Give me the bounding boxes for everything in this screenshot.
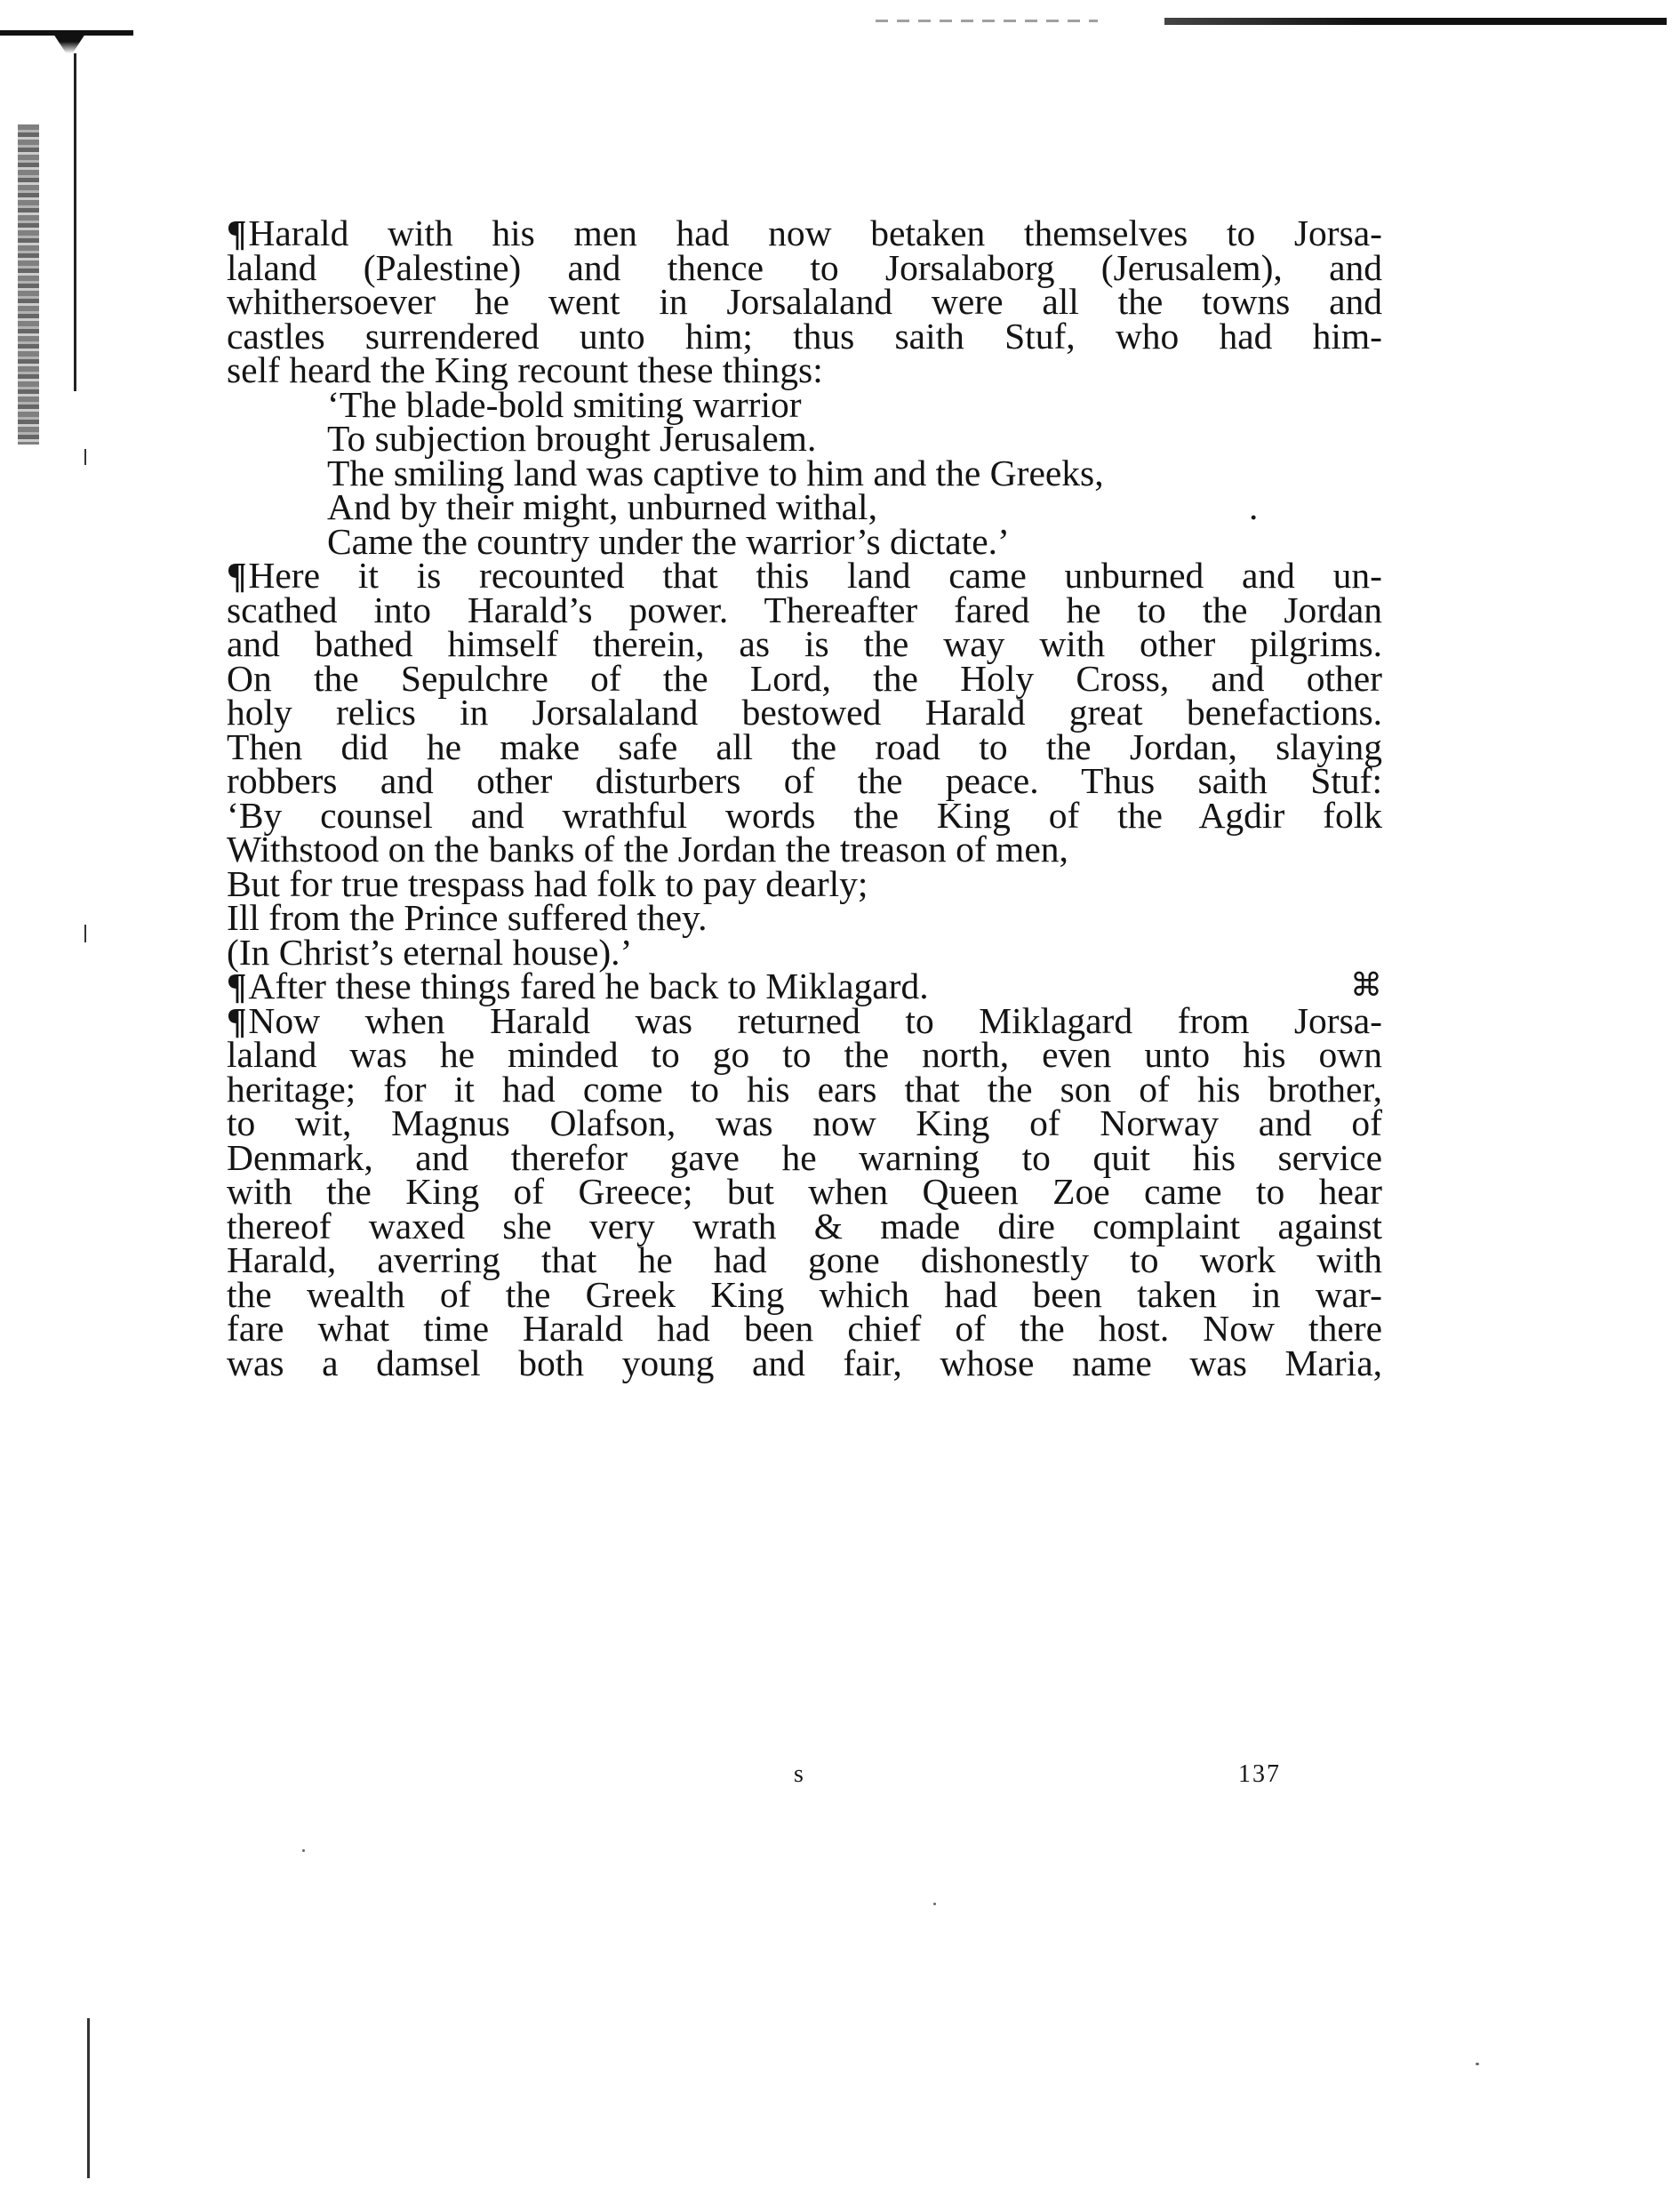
pilcrow-mark: ¶	[227, 212, 247, 253]
text-line	[227, 1273, 1382, 1315]
text-line	[227, 418, 1382, 459]
text-line	[227, 692, 1382, 733]
text-line	[227, 829, 1382, 870]
text-line	[227, 657, 1382, 699]
scan-speck	[1476, 2063, 1479, 2065]
line-text: To subjection brought Jerusalem.	[327, 418, 817, 459]
line-text: castles surrendered unto him; thus saith Stuf, who had him-	[227, 315, 1382, 357]
text-line	[227, 589, 1382, 630]
pilcrow-mark: ¶	[227, 999, 247, 1041]
text-line	[227, 383, 1382, 425]
text-line	[227, 1342, 1382, 1383]
text-line	[227, 486, 1382, 527]
line-text: Harald, averring that he had gone dishonestly to work with	[227, 1239, 1382, 1280]
line-text: holy relics in Jorsalaland bestowed Harald great benefactions.	[227, 692, 1382, 733]
line-text: with the King of Greece; but when Queen Zoe came to hear	[227, 1171, 1382, 1212]
binding-tick	[84, 925, 86, 942]
line-text: whithersoever he went in Jorsalaland were all the towns and	[227, 281, 1382, 322]
text-line	[227, 212, 1382, 253]
text-line	[227, 966, 1382, 1006]
text-line	[227, 794, 1382, 836]
line-text: On the Sepulchre of the Lord, the Holy Cross, and other	[227, 657, 1382, 699]
text-line	[227, 931, 1382, 973]
line-text: (In Christ’s eternal house).’	[227, 931, 633, 973]
line-text: to wit, Magnus Olafson, was now King of Norway and of	[227, 1102, 1382, 1143]
text-line	[227, 1171, 1382, 1212]
line-text: and bathed himself therein, as is the way with other pilgrims.	[227, 623, 1382, 664]
scan-speck	[302, 1849, 305, 1852]
text-line	[227, 760, 1382, 801]
line-text: Harald with his men had now betaken themselves to Jorsa-	[248, 212, 1382, 253]
scan-edge-rule-faint	[876, 20, 1098, 22]
section-end-ornament: ⌘	[1350, 967, 1382, 1004]
binding-tick	[84, 449, 86, 465]
line-text: Withstood on the banks of the Jordan the treason of men,	[227, 829, 1068, 870]
text-line	[227, 349, 1382, 390]
line-text: But for true trespass had folk to pay dearly;	[227, 862, 868, 904]
signature-mark: s	[794, 1760, 805, 1788]
scan-speck	[933, 1903, 936, 1905]
scan-bottom-line	[87, 2018, 90, 2178]
text-line	[227, 1205, 1382, 1246]
scan-edge-rule-tip	[53, 34, 85, 53]
line-text: The smiling land was captive to him and the Greeks,	[327, 452, 1104, 493]
text-line	[227, 452, 1382, 493]
line-text: heritage; for it had come to his ears that the son of his brother,	[227, 1068, 1382, 1110]
line-text: was a damsel both young and fair, whose name was Maria,	[227, 1342, 1382, 1383]
text-line	[227, 1034, 1382, 1075]
text-line	[227, 1136, 1382, 1178]
scan-edge-rule-right	[1164, 18, 1667, 25]
line-text: robbers and other disturbers of the peace. Thus saith Stuf:	[227, 760, 1382, 801]
pilcrow-mark: ¶	[227, 966, 247, 1006]
line-text: laland (Palestine) and thence to Jorsalaborg (Jerusalem), and	[227, 246, 1382, 288]
line-text: thereof waxed she very wrath & made dire complaint against	[227, 1205, 1382, 1246]
line-text: Came the country under the warrior’s dictate.’	[327, 520, 1010, 562]
text-line	[227, 1239, 1382, 1280]
line-text: Then did he make safe all the road to the Jordan, slaying	[227, 725, 1382, 767]
line-text: And by their might, unburned withal,	[327, 486, 877, 527]
text-line	[227, 725, 1382, 767]
line-text: fare what time Harald had been chief of the host. Now there	[227, 1308, 1382, 1349]
line-text: Here it is recounted that this land came unburned and un-	[248, 555, 1382, 596]
stray-dot: .	[1249, 486, 1259, 527]
line-text: laland was he minded to go to the north, even unto his own	[227, 1034, 1382, 1075]
line-text: After these things fared he back to Miklagard.	[248, 966, 929, 1006]
binding-edge-texture	[18, 124, 39, 445]
text-line	[227, 897, 1382, 938]
text-line	[227, 281, 1382, 322]
text-line	[227, 1068, 1382, 1110]
text-line	[227, 315, 1382, 357]
text-line	[227, 1102, 1382, 1143]
line-text: scathed into Harald’s power. Thereafter fared he to the Jordan	[227, 589, 1382, 630]
line-text: Denmark, and therefor gave he warning to quit his service	[227, 1136, 1382, 1178]
line-text: Ill from the Prince suffered they.	[227, 897, 708, 938]
text-line	[227, 520, 1382, 562]
binding-edge-line	[74, 53, 76, 391]
page-body-text	[227, 212, 1382, 1383]
line-text: self heard the King recount these things:	[227, 349, 823, 390]
line-text: ‘By counsel and wrathful words the King of the Agdir folk	[227, 794, 1382, 836]
pilcrow-mark: ¶	[227, 555, 247, 596]
line-text: ‘The blade-bold smiting warrior	[327, 383, 802, 425]
text-line	[227, 999, 1382, 1041]
text-line	[227, 555, 1382, 596]
page-number: 137	[1238, 1760, 1281, 1788]
text-line	[227, 623, 1382, 664]
line-text: the wealth of the Greek King which had been taken in war-	[227, 1273, 1382, 1315]
text-line	[227, 1308, 1382, 1349]
text-line	[227, 246, 1382, 288]
line-text: Now when Harald was returned to Miklagard from Jorsa-	[248, 999, 1382, 1041]
text-line	[227, 862, 1382, 904]
